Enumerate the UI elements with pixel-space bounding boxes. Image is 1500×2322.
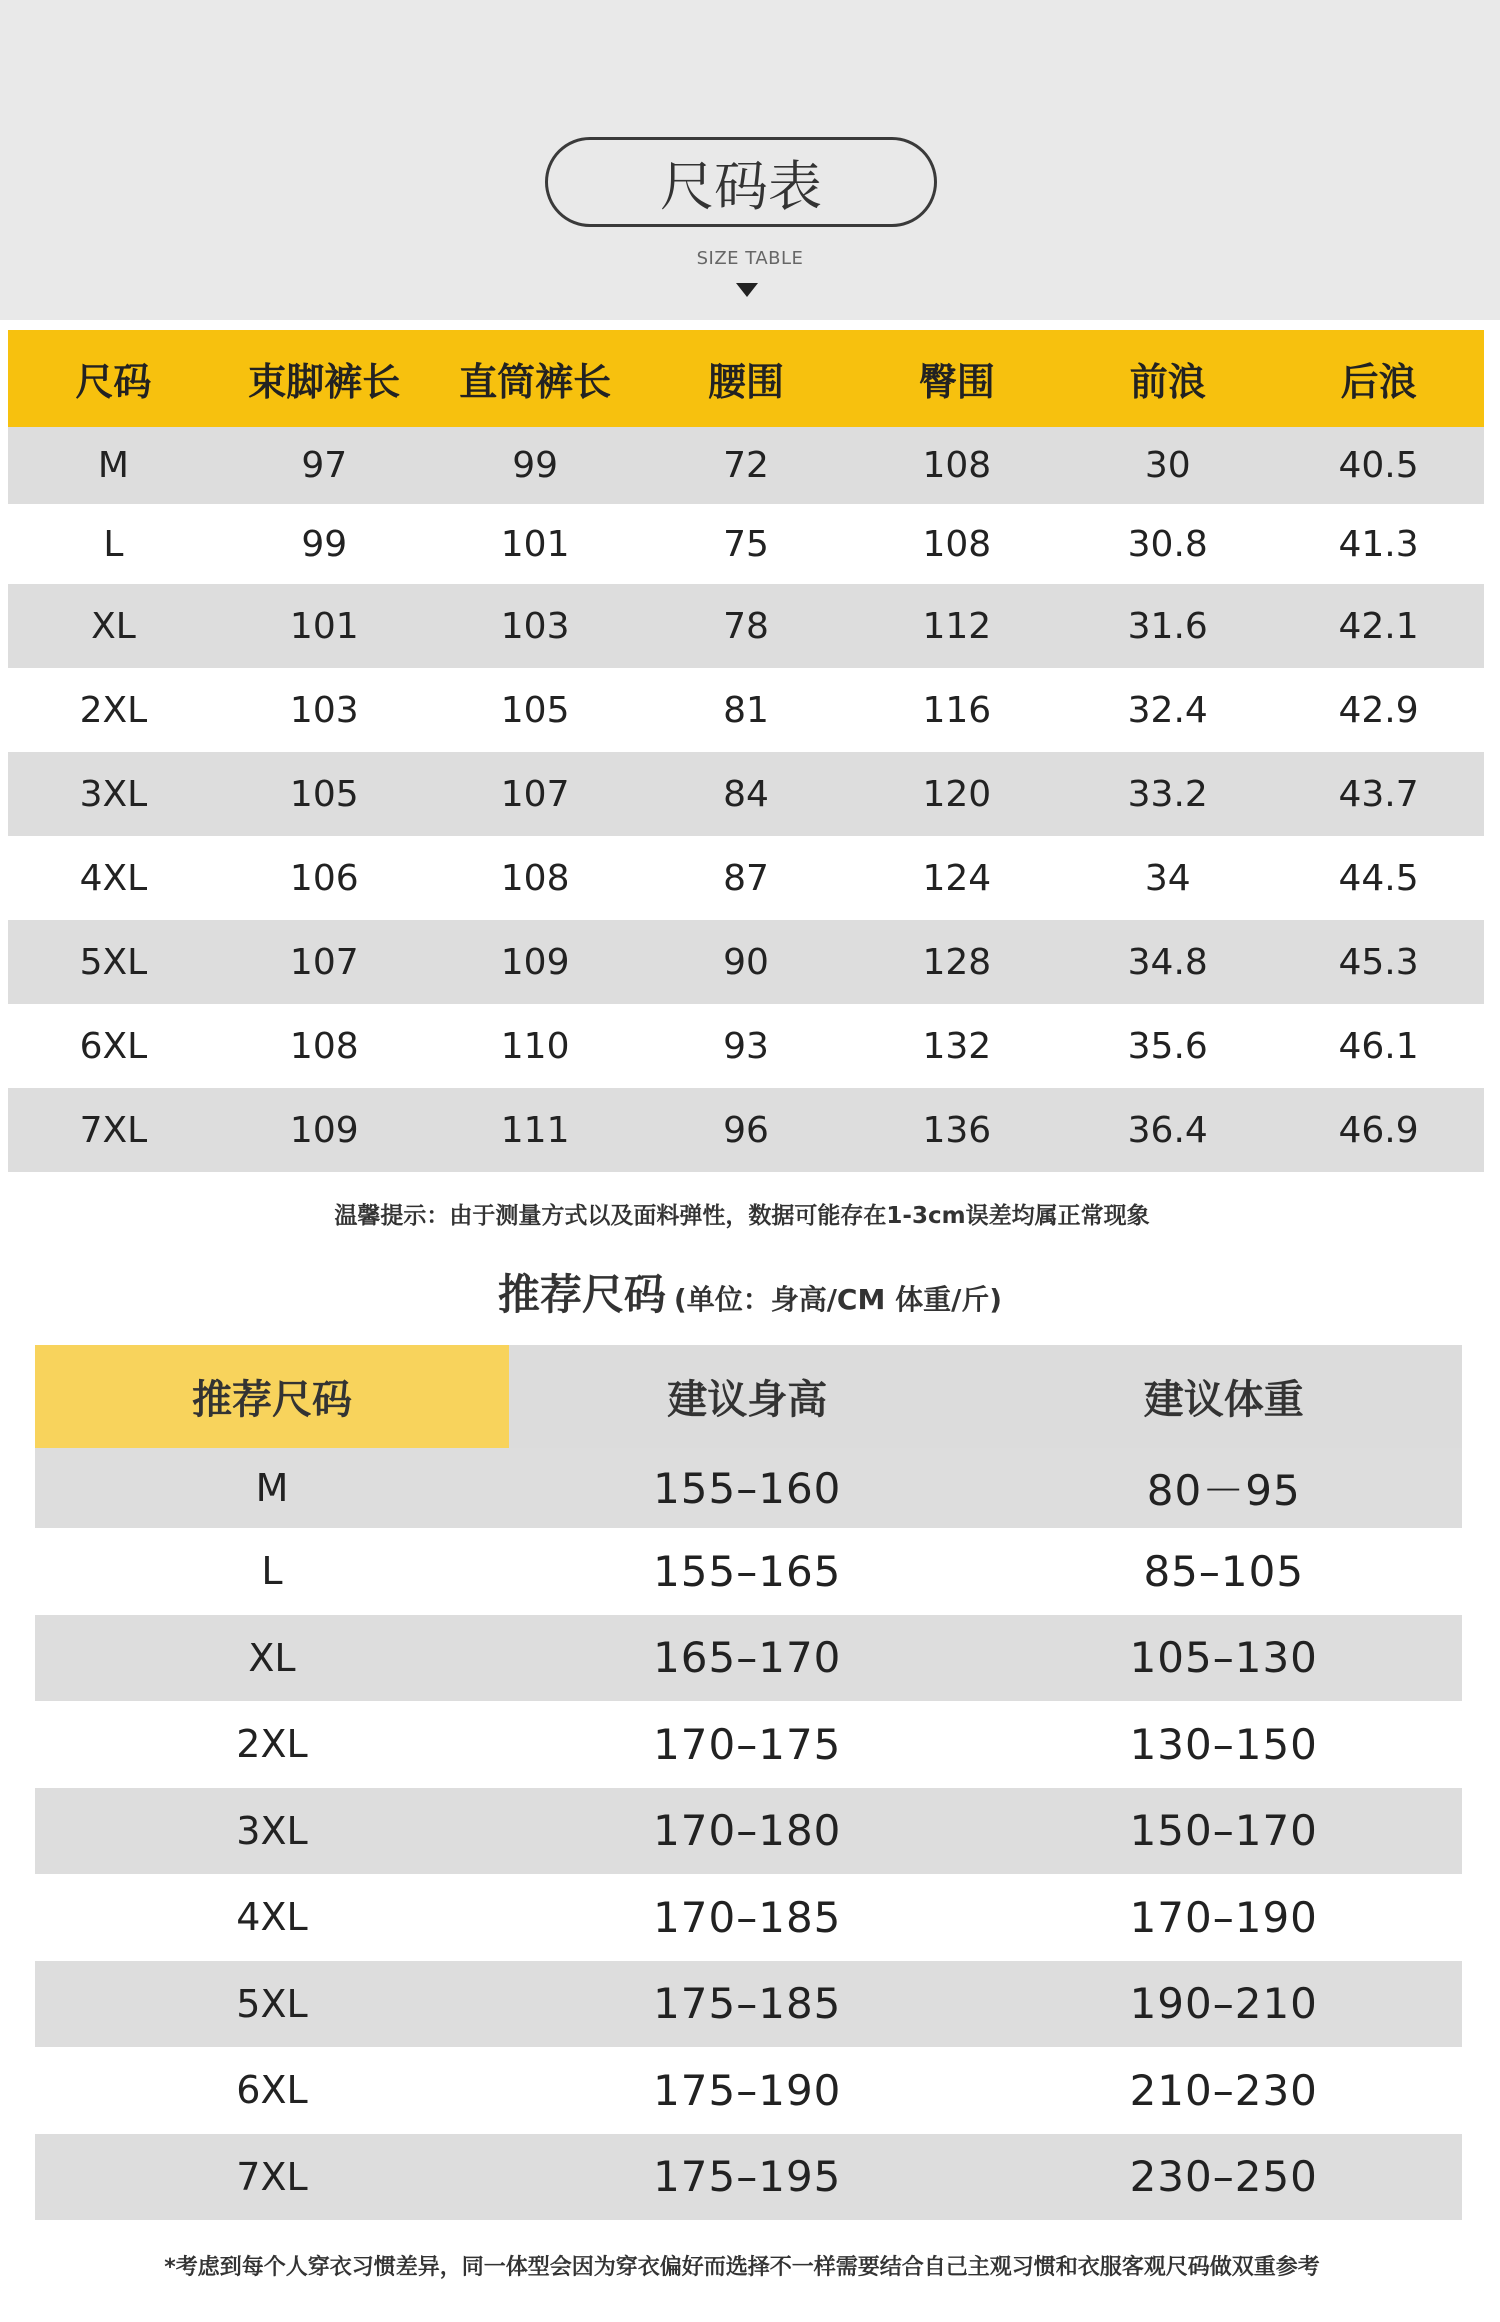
table-cell: 105 xyxy=(289,773,359,815)
table-row xyxy=(35,1448,1462,1528)
measurement-note: 温馨提示：由于测量方式以及面料弹性，数据可能存在1-3cm误差均属正常现象 xyxy=(334,1203,1150,1229)
table-cell: 110 xyxy=(500,1025,570,1067)
table-cell: 109 xyxy=(289,1109,359,1151)
footer-note: *考虑到每个人穿衣习惯差异，同一体型会因为穿衣偏好而选择不一样需要结合自己主观习惯和衣服客观尺码做双重参考 xyxy=(164,2255,1320,2280)
table-cell: 112 xyxy=(922,605,992,647)
table-cell: 103 xyxy=(289,689,359,731)
table-cell: 128 xyxy=(922,941,992,983)
table-cell: 2XL xyxy=(236,1722,308,1767)
table-cell: 32.4 xyxy=(1127,689,1208,731)
table-cell: 46.9 xyxy=(1338,1109,1419,1151)
table-cell: 97 xyxy=(301,445,348,486)
table-row xyxy=(8,668,1484,752)
table-cell: 43.7 xyxy=(1338,773,1419,815)
table-cell: 105–130 xyxy=(1129,1633,1318,1683)
header-cell: 后浪 xyxy=(1340,360,1417,404)
table-cell: 155–160 xyxy=(653,1463,842,1513)
table-cell: 108 xyxy=(922,523,992,565)
table-row xyxy=(35,1615,1462,1702)
table-row xyxy=(8,584,1484,668)
table-cell: 90 xyxy=(723,941,769,983)
table-cell: 45.3 xyxy=(1338,941,1419,983)
table-cell: 155–165 xyxy=(653,1546,842,1596)
recommend-title: 推荐尺码 xyxy=(497,1270,666,1319)
table-cell: 2XL xyxy=(79,689,148,731)
table-cell: 6XL xyxy=(236,2068,308,2113)
table-cell: 93 xyxy=(723,1025,769,1067)
table-cell: 124 xyxy=(922,857,992,899)
table-cell: 190–210 xyxy=(1129,1979,1318,2029)
table-cell: 31.6 xyxy=(1127,605,1208,647)
table-cell: 170–180 xyxy=(653,1806,842,1856)
size-table xyxy=(8,330,1484,1172)
table-cell: 36.4 xyxy=(1127,1109,1208,1151)
table-row xyxy=(8,1004,1484,1088)
table-row xyxy=(8,752,1484,836)
table-cell: 6XL xyxy=(79,1025,148,1067)
table-cell: 99 xyxy=(301,523,348,565)
table-cell: 175–185 xyxy=(653,1979,842,2029)
table-cell: 46.1 xyxy=(1338,1025,1419,1067)
table-cell: 3XL xyxy=(79,773,148,815)
table-cell: 4XL xyxy=(79,857,148,899)
table-row xyxy=(35,1874,1462,1961)
table-cell: M xyxy=(255,1466,289,1510)
table-row xyxy=(35,2047,1462,2134)
table-cell: L xyxy=(103,523,124,565)
table-cell: 150–170 xyxy=(1129,1806,1318,1856)
page-title: 尺码表 xyxy=(545,137,937,227)
table-cell: 111 xyxy=(500,1109,570,1151)
table-row xyxy=(35,1528,1462,1615)
table-cell: 96 xyxy=(723,1109,769,1151)
header-cell: 束脚裤长 xyxy=(248,360,401,404)
table-cell: 75 xyxy=(723,523,769,565)
table-cell: XL xyxy=(91,605,136,647)
recommend-table-body xyxy=(35,1448,1462,2220)
table-cell: 34 xyxy=(1144,857,1191,899)
table-cell: 210–230 xyxy=(1129,2065,1318,2115)
header-cell: 腰围 xyxy=(708,360,785,404)
table-cell: 175–190 xyxy=(653,2065,842,2115)
recommend-title-line xyxy=(0,1262,1500,1322)
table-cell: 170–175 xyxy=(653,1719,842,1769)
table-cell: 116 xyxy=(922,689,992,731)
table-cell: 103 xyxy=(500,605,570,647)
table-cell: 175–195 xyxy=(653,2152,842,2202)
table-row xyxy=(35,1961,1462,2048)
table-cell: 101 xyxy=(289,605,359,647)
table-cell: 108 xyxy=(922,445,992,486)
table-cell: 42.9 xyxy=(1338,689,1419,731)
table-cell: 5XL xyxy=(236,1981,308,2026)
table-row xyxy=(8,504,1484,584)
table-cell: 165–170 xyxy=(653,1633,842,1683)
table-cell: 42.1 xyxy=(1338,605,1419,647)
table-cell: 3XL xyxy=(236,1808,308,1853)
recommend-table-header xyxy=(35,1345,1462,1448)
table-cell: 5XL xyxy=(79,941,148,983)
table-cell: 132 xyxy=(922,1025,992,1067)
table-cell: 109 xyxy=(500,941,570,983)
table-cell: 230–250 xyxy=(1129,2152,1318,2202)
table-cell: 30.8 xyxy=(1127,523,1208,565)
table-cell: XL xyxy=(248,1635,296,1680)
table-cell: 108 xyxy=(500,857,570,899)
header-cell: 直筒裤长 xyxy=(459,360,612,404)
table-cell: 84 xyxy=(723,773,769,815)
table-row xyxy=(8,920,1484,1004)
recommend-unit-note: (单位：身高/CM 体重/斤) xyxy=(673,1283,1003,1316)
header-cell: 推荐尺码 xyxy=(35,1345,509,1448)
table-cell: 41.3 xyxy=(1338,523,1419,565)
header-cell: 臀围 xyxy=(918,360,995,404)
table-cell: 33.2 xyxy=(1127,773,1208,815)
table-cell: 107 xyxy=(500,773,570,815)
table-cell: 87 xyxy=(723,857,769,899)
table-cell: 72 xyxy=(723,445,769,486)
table-cell: 34.8 xyxy=(1127,941,1208,983)
size-table-header xyxy=(8,330,1484,427)
table-cell: 136 xyxy=(922,1109,992,1151)
header-cell: 建议体重 xyxy=(986,1345,1463,1448)
header-cell: 前浪 xyxy=(1129,360,1206,404)
table-cell: 99 xyxy=(512,445,559,486)
table-cell: M xyxy=(97,445,129,486)
header-cell: 建议身高 xyxy=(509,1345,986,1448)
page-subtitle: SIZE TABLE xyxy=(696,248,804,269)
table-row xyxy=(35,1701,1462,1788)
table-cell: 85–105 xyxy=(1143,1546,1305,1596)
table-row xyxy=(35,1788,1462,1875)
down-arrow-icon xyxy=(736,283,758,297)
table-cell: 78 xyxy=(723,605,769,647)
table-cell: 101 xyxy=(500,523,570,565)
table-cell: 7XL xyxy=(236,2154,308,2199)
table-row xyxy=(8,1088,1484,1172)
table-cell: 120 xyxy=(922,773,992,815)
size-table-body xyxy=(8,427,1484,1172)
recommend-table xyxy=(35,1345,1462,2220)
table-cell: 7XL xyxy=(79,1109,148,1151)
table-cell: 130–150 xyxy=(1129,1719,1318,1769)
table-cell: 4XL xyxy=(236,1895,308,1940)
table-row xyxy=(8,836,1484,920)
table-cell: 40.5 xyxy=(1338,445,1419,486)
table-cell: L xyxy=(261,1549,283,1594)
table-cell: 170–185 xyxy=(653,1892,842,1942)
table-cell: 44.5 xyxy=(1338,857,1419,899)
table-cell: 170–190 xyxy=(1129,1892,1318,1942)
table-cell: 108 xyxy=(289,1025,359,1067)
table-row xyxy=(8,427,1484,504)
table-cell: 30 xyxy=(1144,445,1191,486)
table-cell: 105 xyxy=(500,689,570,731)
table-row xyxy=(35,2134,1462,2221)
header-cell: 尺码 xyxy=(75,360,152,404)
table-cell: 107 xyxy=(289,941,359,983)
table-cell: 35.6 xyxy=(1127,1025,1208,1067)
table-cell: 106 xyxy=(289,857,359,899)
table-cell: 80－95 xyxy=(1146,1466,1301,1515)
table-cell: 81 xyxy=(723,689,769,731)
